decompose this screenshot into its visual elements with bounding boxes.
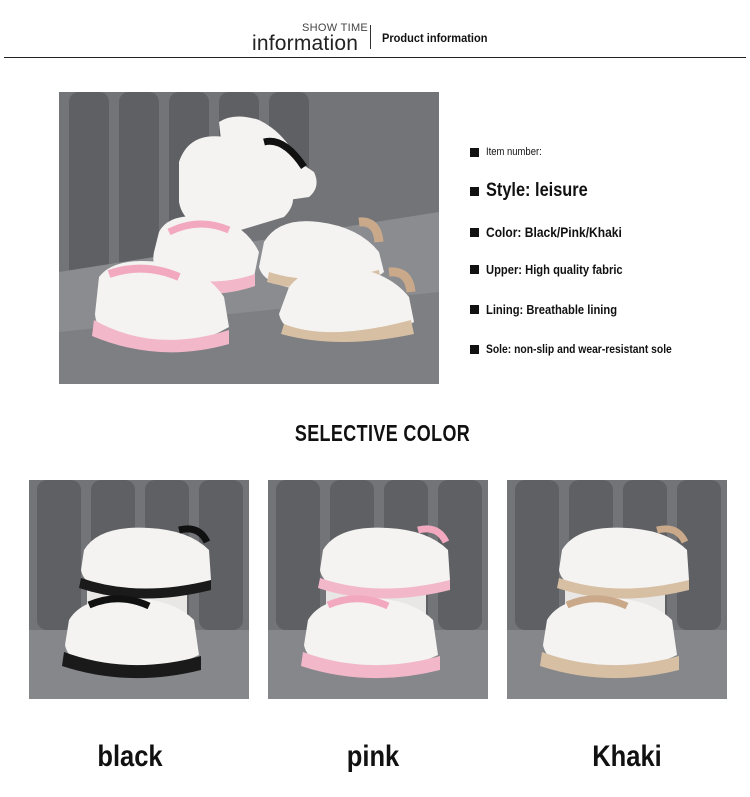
header-divider bbox=[370, 25, 371, 49]
bullet-icon bbox=[470, 265, 479, 274]
spec-sole-text: Sole: non-slip and wear-resistant sole bbox=[486, 342, 672, 356]
bullet-icon bbox=[470, 345, 479, 354]
spec-lining bbox=[470, 302, 638, 317]
header-small-title: SHOW TIME bbox=[302, 22, 369, 34]
spec-upper bbox=[470, 262, 645, 277]
spec-item-number-text: Item number: bbox=[486, 146, 542, 158]
color-label-black: black bbox=[97, 740, 163, 773]
spec-item-number bbox=[470, 146, 551, 158]
color-option-khaki[interactable] bbox=[507, 480, 727, 699]
spec-color-text: Color: Black/Pink/Khaki bbox=[486, 224, 622, 240]
spec-lining-text: Lining: Breathable lining bbox=[486, 302, 618, 317]
color-option-pink[interactable] bbox=[268, 480, 488, 699]
header-subtitle: Product information bbox=[382, 31, 488, 45]
bullet-icon bbox=[470, 187, 479, 196]
bullet-icon bbox=[470, 228, 479, 237]
color-label-pink: pink bbox=[346, 740, 400, 773]
spec-upper-text: Upper: High quality fabric bbox=[486, 262, 623, 277]
section-title: SELECTIVE COLOR bbox=[294, 420, 471, 446]
spec-style-text: Style: leisure bbox=[486, 180, 588, 201]
color-label-khaki: Khaki bbox=[592, 740, 662, 773]
color-option-black[interactable] bbox=[29, 480, 249, 699]
header bbox=[0, 0, 750, 60]
bullet-icon bbox=[470, 148, 479, 157]
bullet-icon bbox=[470, 305, 479, 314]
header-big-title: information bbox=[252, 32, 359, 55]
spec-color bbox=[470, 224, 644, 240]
spec-style bbox=[470, 180, 604, 202]
header-rule bbox=[4, 57, 746, 58]
hero-product-photo bbox=[59, 92, 439, 384]
spec-sole bbox=[470, 342, 702, 356]
